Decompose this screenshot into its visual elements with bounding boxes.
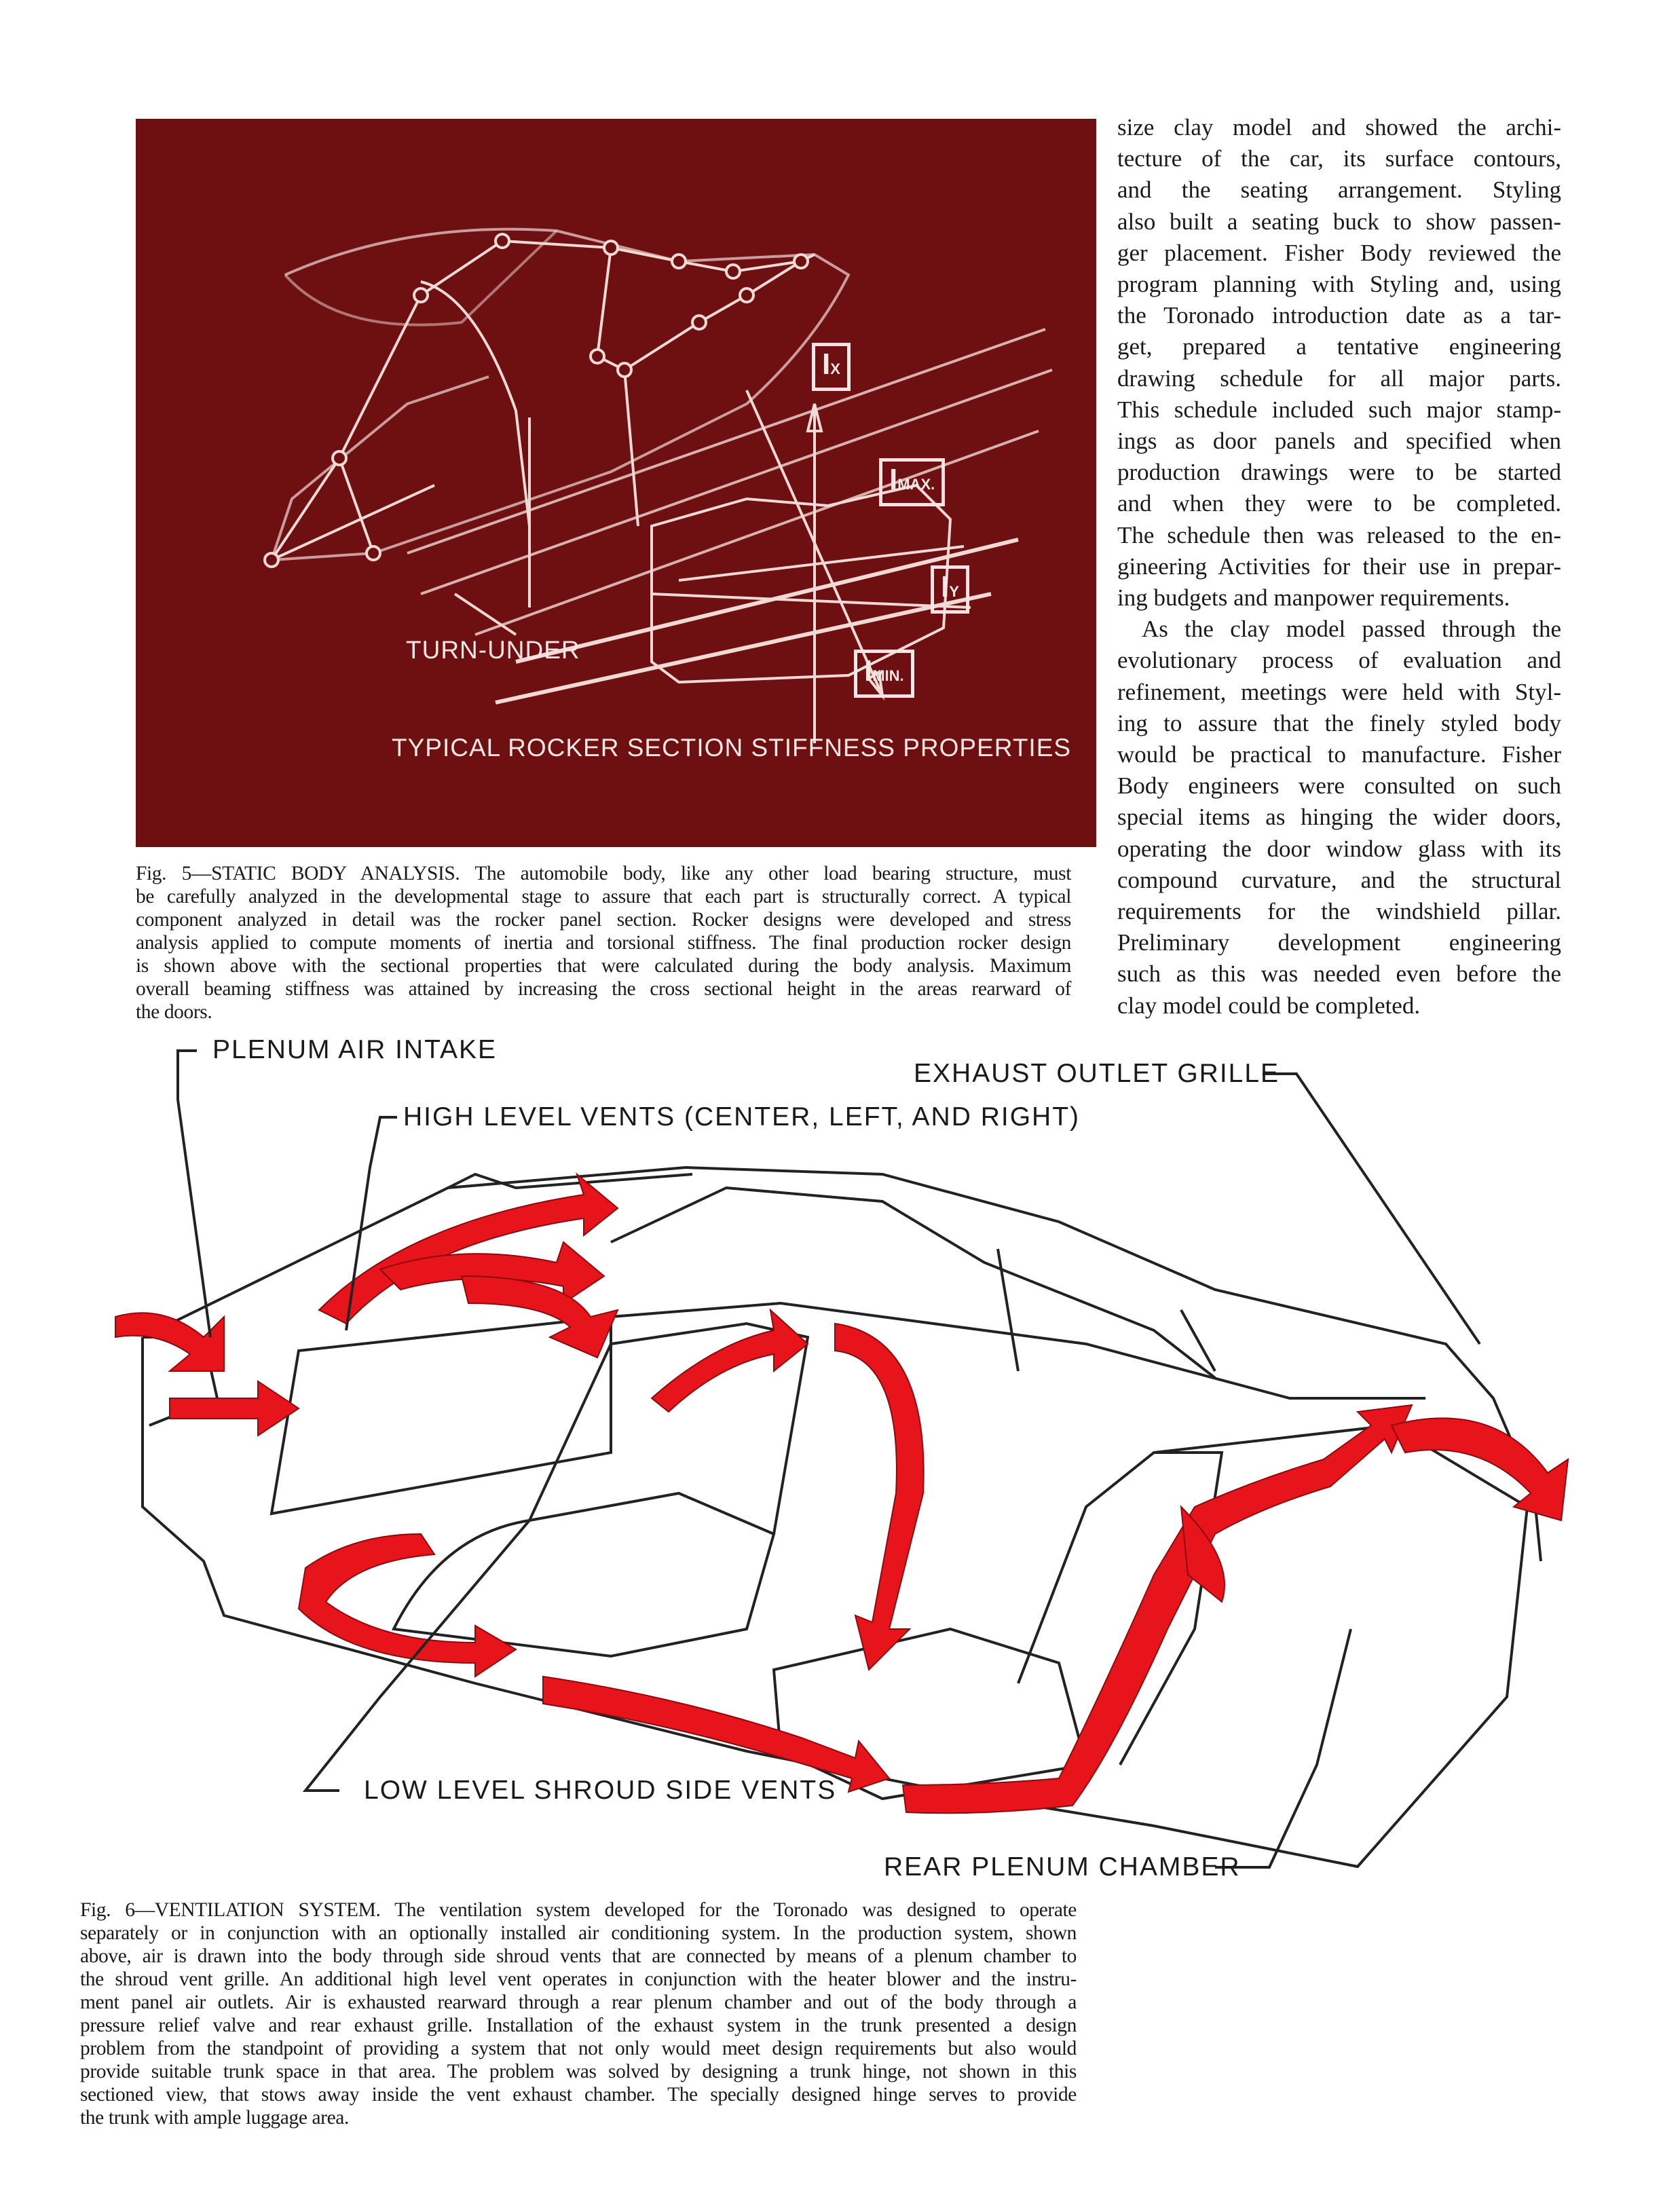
imin-subscript: MIN. bbox=[872, 667, 904, 684]
ix-subscript: X bbox=[830, 360, 840, 377]
text-line: ing to assure that the finely styled body bbox=[1117, 709, 1561, 736]
text-line: is shown above with the sectional properties that were calculated during the body analysis. Maximum bbox=[136, 955, 1071, 977]
iy-symbol: I bbox=[941, 570, 950, 603]
text-line: analysis applied to compute moments of inertia and torsional stiffness. The final production rocker design bbox=[136, 932, 1071, 954]
text-line: problem from the standpoint of providing a system that not only would meet design requirements but also would bbox=[80, 2038, 1077, 2059]
text-line: ing budgets and manpower requirements. bbox=[1117, 584, 1510, 612]
text-line: pressure relief valve and rear exhaust grille. Installation of the exhaust system in the trunk presented a design bbox=[80, 2015, 1077, 2036]
text-line: The schedule then was released to the en- bbox=[1117, 521, 1561, 548]
text-line: provide suitable trunk space in that area. The problem was solved by designing a trunk hinge, not shown in this bbox=[80, 2061, 1077, 2082]
text-line: the Toronado introduction date as a tar- bbox=[1117, 302, 1561, 329]
text-line: the doors. bbox=[136, 1001, 212, 1023]
text-line: compound curvature, and the structural bbox=[1117, 866, 1561, 893]
text-line: ment panel air outlets. Air is exhausted rearward through a rear plenum chamber and out of the body through a bbox=[80, 1991, 1077, 2013]
exhaust-outlet-grille-label: EXHAUST OUTLET GRILLE bbox=[914, 1059, 1280, 1088]
text-line: separately or in conjunction with an optionally installed air conditioning system. In the production system, shown bbox=[80, 1922, 1077, 1944]
text-line: get, prepared a tentative engineering bbox=[1117, 333, 1561, 360]
text-line: program planning with Styling and, using bbox=[1117, 271, 1561, 298]
text-line: As the clay model passed through the bbox=[1142, 616, 1561, 643]
text-line: evolutionary process of evaluation and bbox=[1117, 647, 1561, 674]
text-line: Fig. 6—VENTILATION SYSTEM. The ventilation system developed for the Toronado was designed to operate bbox=[80, 1899, 1077, 1921]
text-line: overall beaming stiffness was attained by increasing the cross sectional height in the areas rearward of bbox=[136, 978, 1071, 1000]
text-line: ings as door panels and specified when bbox=[1117, 428, 1561, 455]
text-line: gineering Activities for their use in prepar- bbox=[1117, 553, 1561, 580]
text-line: production drawings were to be started bbox=[1117, 459, 1561, 486]
text-line: This schedule included such major stamp- bbox=[1117, 396, 1561, 423]
imax-subscript: MAX. bbox=[897, 476, 935, 493]
text-line: the shroud vent grille. An additional high level vent operates in conjunction with the heater blower and the instru- bbox=[80, 1968, 1077, 1990]
text-line: also built a seating buck to show passen- bbox=[1117, 208, 1561, 235]
imax-symbol: I bbox=[889, 463, 898, 496]
text-line: and the seating arrangement. Styling bbox=[1117, 176, 1561, 204]
ix-callout bbox=[812, 343, 851, 391]
imin-symbol: I bbox=[864, 654, 873, 688]
airflow-arrows bbox=[115, 1174, 1568, 1813]
text-line: refinement, meetings were held with Styl- bbox=[1117, 678, 1561, 705]
text-line: the trunk with ample luggage area. bbox=[80, 2107, 349, 2129]
text-line: sectioned view, that stows away inside the vent exhaust chamber. The specially designed hinge serves to provide bbox=[80, 2084, 1077, 2106]
text-line: Preliminary development engineering bbox=[1117, 929, 1561, 956]
text-line: Body engineers were consulted on such bbox=[1117, 772, 1561, 800]
figure-5-caption bbox=[136, 862, 1071, 1024]
text-line: clay model could be completed. bbox=[1117, 992, 1421, 1019]
figure-6-ventilation-drawing bbox=[0, 1018, 1680, 1901]
imin-callout bbox=[854, 650, 914, 698]
text-line: requirements for the windshield pillar. bbox=[1117, 898, 1561, 925]
iy-callout bbox=[931, 565, 969, 614]
text-line: and when they were to be completed. bbox=[1117, 490, 1561, 517]
figure-6-caption bbox=[80, 1898, 1077, 2129]
text-line: tecture of the car, its surface contours, bbox=[1117, 145, 1561, 172]
figure-5-rocker-section-illustration bbox=[136, 119, 1096, 847]
body-text-column bbox=[1117, 112, 1561, 1022]
text-line: such as this was needed even before the bbox=[1117, 960, 1561, 988]
text-line: ger placement. Fisher Body reviewed the bbox=[1117, 239, 1561, 266]
low-level-shroud-side-vents-label: LOW LEVEL SHROUD SIDE VENTS bbox=[364, 1776, 837, 1805]
imax-callout bbox=[879, 458, 945, 506]
figure-5-drawing-title: TYPICAL ROCKER SECTION STIFFNESS PROPERTIES bbox=[392, 734, 1072, 762]
turn-under-label: TURN-UNDER bbox=[406, 636, 580, 664]
plenum-air-intake-label: PLENUM AIR INTAKE bbox=[212, 1035, 498, 1064]
text-line: above, air is drawn into the body through side shroud vents that are connected by means of a plenum chamber to bbox=[80, 1945, 1077, 1967]
text-line: operating the door window glass with its bbox=[1117, 835, 1561, 862]
text-line: component analyzed in detail was the rocker panel section. Rocker designs were developed and stress bbox=[136, 909, 1071, 931]
ix-symbol: I bbox=[822, 348, 831, 381]
text-line: size clay model and showed the archi- bbox=[1117, 114, 1561, 141]
text-line: special items as hinging the wider doors, bbox=[1117, 804, 1561, 831]
high-level-vents-label: HIGH LEVEL VENTS (CENTER, LEFT, AND RIGHT) bbox=[403, 1102, 1081, 1131]
iy-subscript: Y bbox=[949, 583, 959, 600]
text-line: Fig. 5—STATIC BODY ANALYSIS. The automobile body, like any other load bearing structure, must bbox=[136, 863, 1071, 884]
text-line: would be practical to manufacture. Fisher bbox=[1117, 741, 1561, 768]
text-line: drawing schedule for all major parts. bbox=[1117, 364, 1561, 392]
rear-plenum-chamber-label: REAR PLENUM CHAMBER bbox=[884, 1852, 1241, 1882]
text-line: be carefully analyzed in the developmental stage to assure that each part is structurally correct. A typical bbox=[136, 886, 1071, 908]
